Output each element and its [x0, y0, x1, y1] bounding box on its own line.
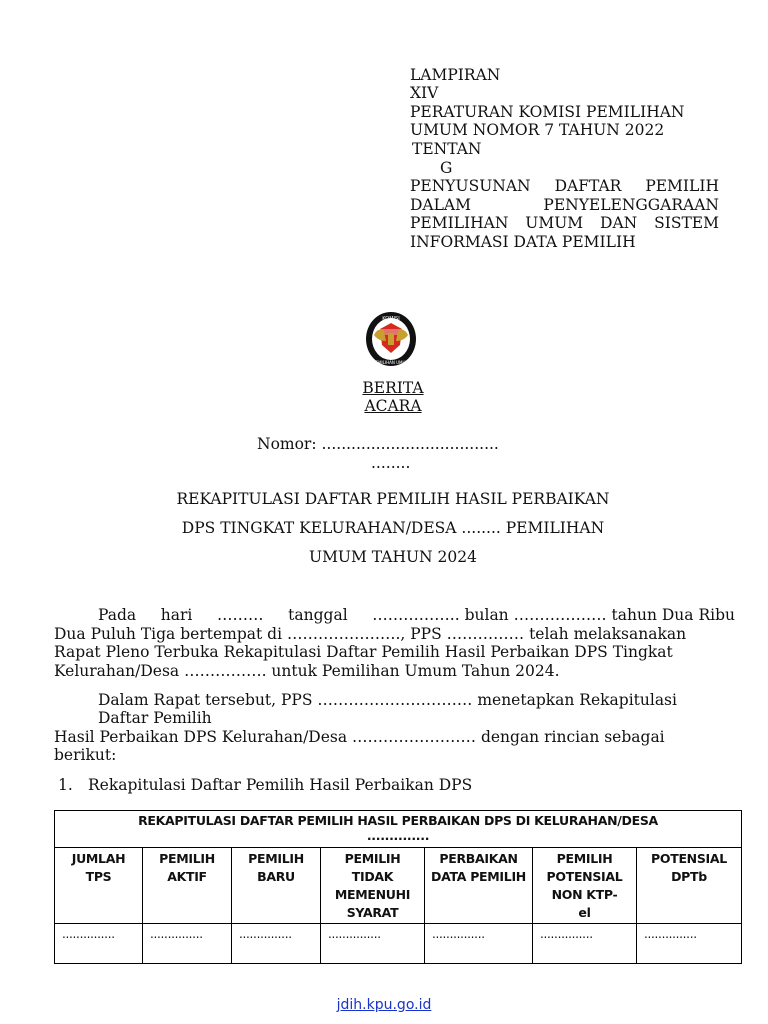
table-header-cell: PEMILIH POTENSIAL NON KTP- el — [546, 851, 623, 920]
table-data-cell: ............... — [232, 923, 320, 963]
text-fragment: hari — [160, 606, 193, 624]
header-line: INFORMASI DATA PEMILIH — [410, 233, 636, 251]
table-data-cell: ............... — [533, 923, 636, 963]
paragraph-2-line-3: Hasil Perbaikan DPS Kelurahan/Desa …………………… dengan rincian sebagai — [54, 728, 665, 746]
heading-line-1: REKAPITULASI DAFTAR PEMILIH HASIL PERBAIKAN — [176, 490, 610, 508]
table-title-dots: .............. — [366, 828, 430, 843]
header-word: PENYELENGGARAAN — [543, 196, 719, 214]
header-word: PEMILIH — [645, 177, 719, 195]
jdih-link[interactable]: jdih.kpu.go.id — [336, 997, 432, 1013]
doc-title-2: ACARA — [364, 397, 422, 415]
paragraph-1-line-1 — [98, 606, 735, 624]
header-justified-line — [410, 214, 719, 232]
list-item-text: Rekapitulasi Daftar Pemilih Hasil Perbaikan DPS — [88, 776, 473, 794]
paragraph-1-line-2: Dua Puluh Tiga bertempat di …………………., PPS …………… telah melaksanakan — [54, 625, 687, 643]
text-fragment: tanggal — [288, 606, 348, 624]
table-data-cell: ............... — [55, 923, 142, 963]
rekap-table — [54, 810, 742, 964]
logo-text-bottom: PEMILIHAN UMUM — [373, 360, 409, 365]
paragraph-1-line-3: Rapat Pleno Terbuka Rekapitulasi Daftar Pemilih Hasil Perbaikan DPS Tingkat — [54, 643, 673, 661]
header-line: XIV — [410, 84, 439, 102]
paragraph-2-line-1: Dalam Rapat tersebut, PPS ………………………… menetapkan Rekapitulasi — [98, 691, 677, 709]
text-fragment: …………….. bulan ……………… tahun Dua Ribu — [372, 606, 735, 624]
header-line: UMUM NOMOR 7 TAHUN 2022 — [410, 121, 665, 139]
table-header-cell: POTENSIAL DPTb — [651, 851, 727, 884]
table-header-cell: PEMILIH TIDAK MEMENUHI SYARAT — [334, 851, 411, 920]
header-line: G — [440, 159, 453, 177]
table-header-cell: PERBAIKAN DATA PEMILIH — [431, 851, 526, 884]
header-word: DAN — [600, 214, 638, 232]
table-data-cell: ............... — [143, 923, 231, 963]
table-data-cell: ............... — [321, 923, 424, 963]
header-word: PENYUSUNAN — [410, 177, 531, 195]
table-data-cell: ............... — [637, 923, 741, 963]
table-column — [55, 848, 143, 963]
table-data-cell: ............... — [425, 923, 532, 963]
table-column — [232, 848, 321, 963]
nomor-label: Nomor: .................................... — [257, 435, 499, 453]
table-column — [533, 848, 637, 963]
logo-text-top: KOMISI — [382, 316, 400, 322]
paragraph-2-line-4: berikut: — [54, 746, 117, 764]
table-header-cell: PEMILIH AKTIF — [159, 851, 215, 884]
text-fragment: ……… — [217, 606, 264, 624]
table-column — [143, 848, 232, 963]
doc-title-1: BERITA — [362, 379, 424, 397]
header-line: PERATURAN KOMISI PEMILIHAN — [410, 103, 685, 121]
table-title-text: REKAPITULASI DAFTAR PEMILIH HASIL PERBAIKAN DPS DI KELURAHAN/DESA — [138, 813, 658, 828]
table-column — [425, 848, 533, 963]
table-column — [637, 848, 741, 963]
paragraph-1-line-4: Kelurahan/Desa ……………. untuk Pemilihan Umum Tahun 2024. — [54, 662, 560, 680]
header-line: LAMPIRAN — [410, 66, 501, 84]
heading-line-2: DPS TINGKAT KELURAHAN/DESA ........ PEMILIHAN — [181, 519, 605, 537]
header-justified-line — [410, 177, 719, 195]
header-line: TENTAN — [412, 140, 482, 158]
header-word: DAFTAR — [554, 177, 622, 195]
paragraph-2-line-2: Daftar Pemilih — [98, 709, 212, 727]
header-word: DALAM — [410, 196, 471, 214]
list-item-number: 1. — [58, 776, 73, 794]
nomor-continuation: ........ — [371, 454, 411, 472]
kpu-emblem-icon — [364, 311, 418, 367]
header-word: PEMILIHAN — [410, 214, 509, 232]
header-justified-line — [410, 196, 719, 214]
table-column — [321, 848, 425, 963]
header-word: SISTEM — [654, 214, 719, 232]
header-word: UMUM — [525, 214, 584, 232]
heading-line-3: UMUM TAHUN 2024 — [309, 548, 477, 566]
table-header-cell: JUMLAH TPS — [71, 851, 126, 884]
table-title — [55, 811, 741, 848]
text-fragment: Pada — [98, 606, 137, 624]
table-header-cell: PEMILIH BARU — [248, 851, 304, 884]
